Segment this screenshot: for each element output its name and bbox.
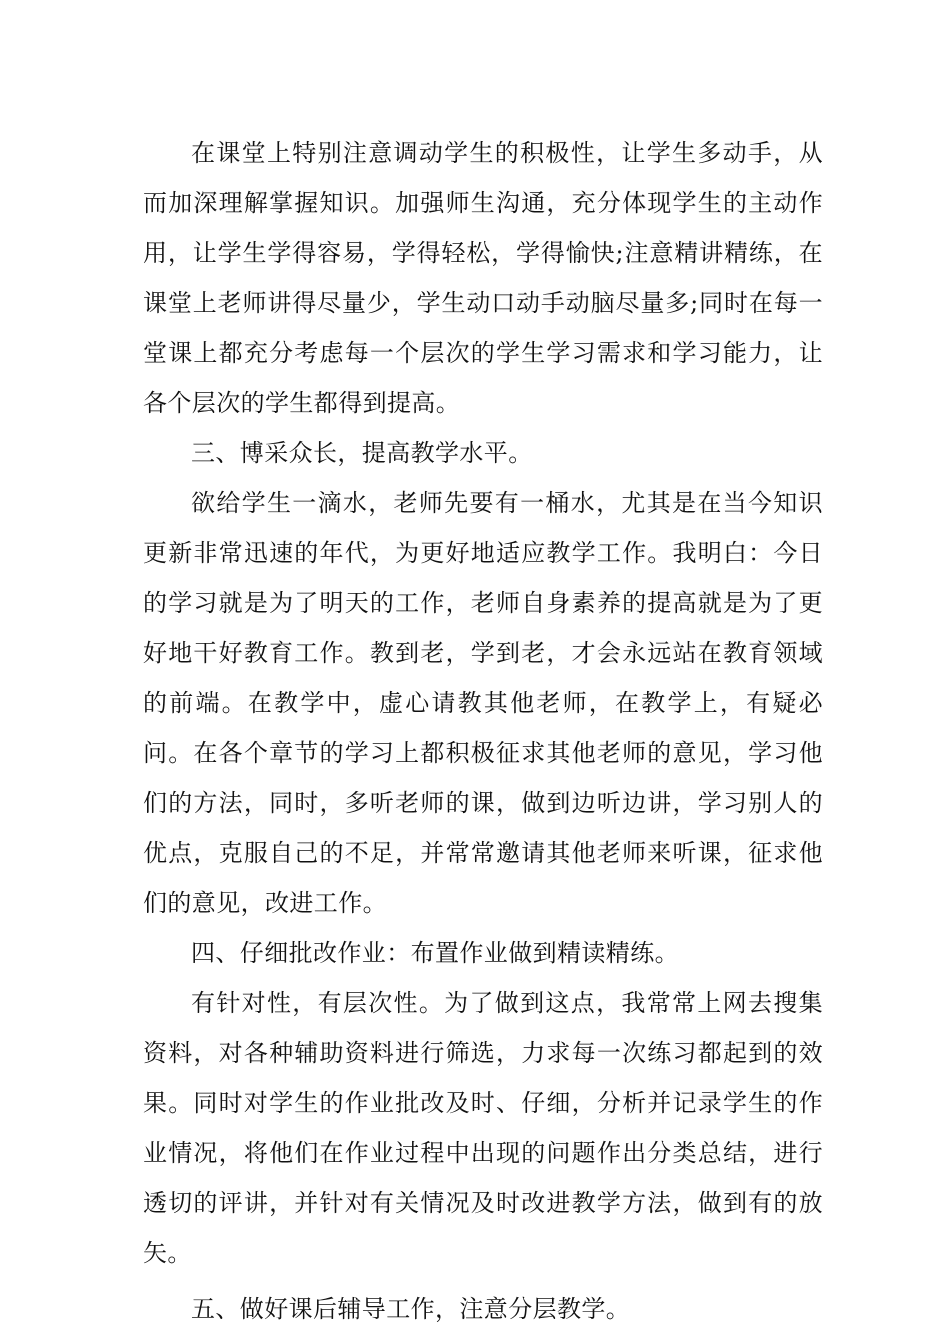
paragraph-classroom-engagement: 在课堂上特别注意调动学生的积极性，让学生多动手，从而加深理解掌握知识。加强师生沟通，充分体现学生的主动作用，让学生学得容易，学得轻松，学得愉快;注意精讲精练，在课堂上老师讲得尽量少，学生动口动手动脑尽量多;同时在每一堂课上都充分考虑每一个层次的学生学习需求和学习能力，让各个层次的学生都得到提高。 <box>143 139 823 417</box>
section-heading-five: 五、做好课后辅导工作，注意分层教学。 <box>191 1295 631 1323</box>
paragraph-continuous-learning: 欲给学生一滴水，老师先要有一桶水，尤其是在当今知识更新非常迅速的年代，为更好地适应教学工作。我明白：今日的学习就是为了明天的工作，老师自身素养的提高就是为了更好地干好教育工作。教到老，学到老，才会永远站在教育领域的前端。在教学中，虚心请教其他老师，在教学上，有疑必问。在各个章节的学习上都积极征求其他老师的意见，学习他们的方法，同时，多听老师的课，做到边听边讲，学习别人的优点，克服自己的不足，并常常邀请其他老师来听课，征求他们的意见，改进工作。 <box>143 489 823 917</box>
section-heading-three: 三、博采众长，提高教学水平。 <box>191 439 533 467</box>
section-heading-four: 四、仔细批改作业：布置作业做到精读精练。 <box>191 939 679 967</box>
paragraph-homework-grading: 有针对性，有层次性。为了做到这点，我常常上网去搜集资料，对各种辅助资料进行筛选，力求每一次练习都起到的效果。同时对学生的作业批改及时、仔细，分析并记录学生的作业情况，将他们在作业过程中出现的问题作出分类总结，进行透切的评讲，并针对有关情况及时改进教学方法，做到有的放矢。 <box>143 989 823 1267</box>
document-body <box>143 128 823 1334</box>
